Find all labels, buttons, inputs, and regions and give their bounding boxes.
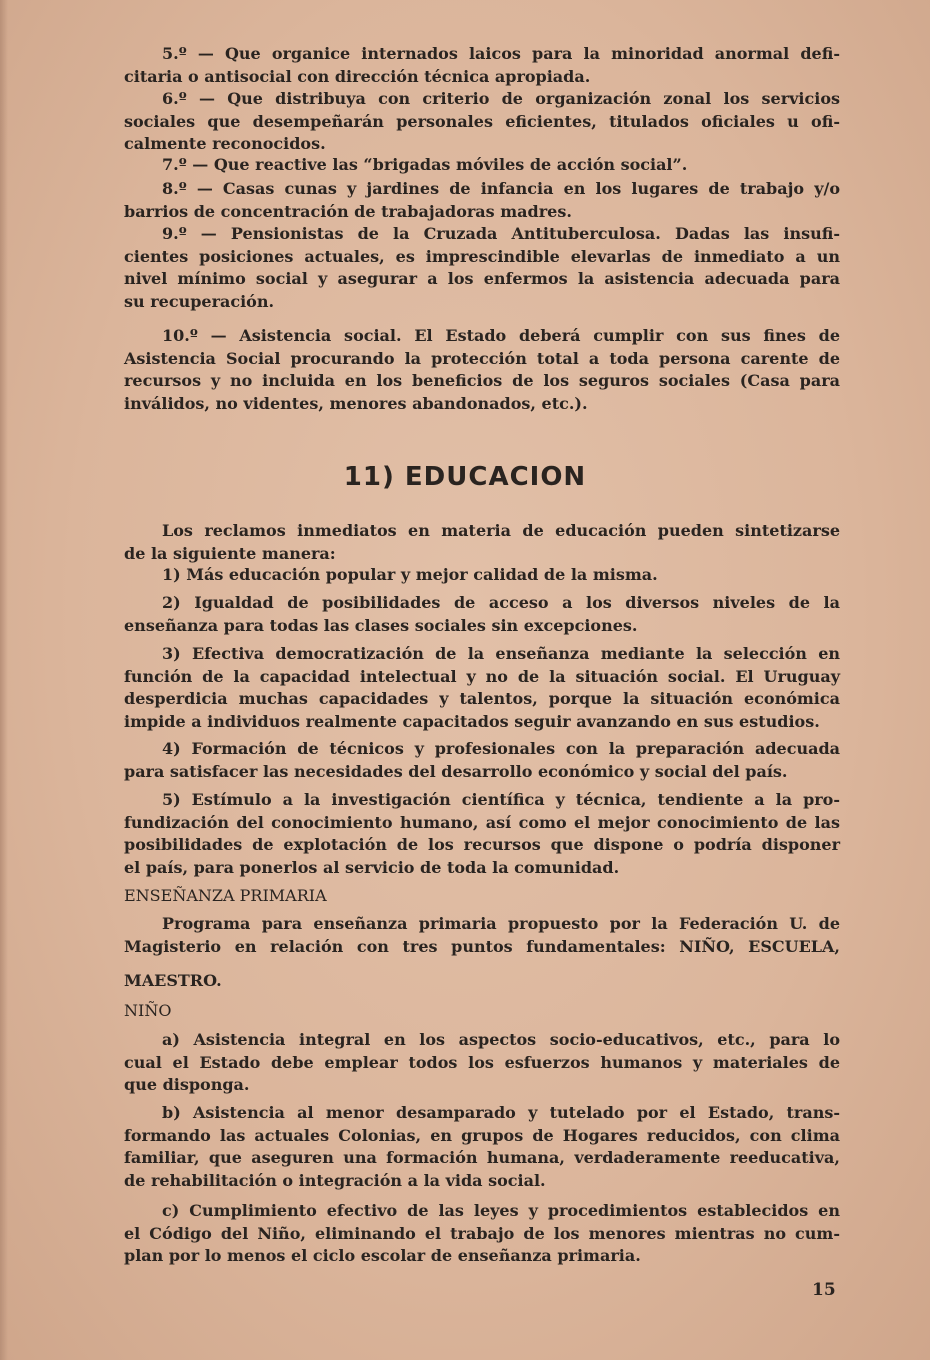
numbered-item-3	[124, 643, 840, 733]
numbered-item-5	[124, 789, 840, 879]
text-line: inválidos, no videntes, menores abandonados, etc.).	[124, 393, 588, 413]
text-line: cual el Estado debe emplear todos los esfuerzos humanos y materiales de	[124, 1052, 840, 1072]
numbered-item-1	[124, 564, 840, 587]
text-line: desperdicia muchas capacidades y talentos, porque la situación económica	[124, 689, 840, 708]
text-line: 4) Formación de técnicos y profesionales con la preparación adecuada	[162, 739, 840, 758]
subheading-nino	[124, 1000, 840, 1022]
text-line: nivel mínimo social y asegurar a los enfermos la asistencia adecuada para	[124, 269, 840, 288]
text-line: Los reclamos inmediatos en materia de educación pueden sintetizarse	[162, 521, 840, 540]
text-line: Programa para enseñanza primaria propuesto por la Federación U. de	[162, 914, 840, 933]
text-line: a) Asistencia integral en los aspectos socio-educativos, etc., para lo	[162, 1030, 840, 1049]
text-line: que disponga.	[124, 1075, 250, 1094]
numbered-item-4	[124, 738, 840, 783]
top-item-10	[124, 325, 840, 415]
text-line: enseñanza para todas las clases sociales sin excepciones.	[124, 615, 638, 635]
text-line: posibilidades de explotación de los recursos que dispone o podría disponer	[124, 835, 840, 854]
text-line: cientes posiciones actuales, es imprescindible elevarlas de inmediato a un	[124, 246, 840, 266]
section-heading: 11) EDUCACION	[343, 462, 587, 492]
text-line: fundización del conocimiento humano, así como el mejor conocimiento de las	[124, 812, 840, 832]
programa-paragraph	[124, 913, 840, 958]
top-item-6	[124, 88, 840, 156]
text-line: c) Cumplimiento efectivo de las leyes y procedimientos establecidos en	[162, 1201, 840, 1220]
text-line: 7.º — Que reactive las “brigadas móviles de acción social”.	[162, 155, 688, 174]
text-line: 6.º — Que distribuya con criterio de organización zonal los servicios	[162, 89, 840, 108]
page-edge	[0, 0, 8, 1360]
lettered-item-a	[124, 1029, 840, 1097]
text-line: de rehabilitación o integración a la vida social.	[124, 1170, 546, 1190]
subheading-primaria	[124, 885, 840, 907]
text-line: formando las actuales Colonias, en grupos de Hogares reducidos, con clima	[124, 1125, 840, 1145]
top-item-8	[124, 178, 840, 223]
subheading-text: ENSEÑANZA PRIMARIA	[124, 886, 327, 905]
text-line: el país, para ponerlos al servicio de toda la comunidad.	[124, 857, 620, 877]
text-line: plan por lo menos el ciclo escolar de enseñanza primaria.	[124, 1246, 641, 1265]
text-line: 1) Más educación popular y mejor calidad de la misma.	[162, 565, 658, 584]
text-line: familiar, que aseguren una formación humana, verdaderamente reeducativa,	[124, 1148, 840, 1167]
text-line: calmente reconocidos.	[124, 134, 326, 153]
text-line: recursos y no incluida en los beneficios de los seguros sociales (Casa para	[124, 371, 840, 390]
text-line: 5) Estímulo a la investigación científica y técnica, tendiente a la pro-	[162, 790, 840, 809]
lettered-item-b	[124, 1102, 840, 1192]
text-line: 3) Efectiva democratización de la enseñanza mediante la selección en	[162, 644, 840, 663]
text-line: función de la capacidad intelectual y no de la situación social. El Uruguay	[124, 666, 840, 686]
text-line: sociales que desempeñarán personales eficientes, titulados oficiales u ofi-	[124, 111, 840, 131]
text-line: el Código del Niño, eliminando el trabajo de los menores mientras no cum-	[124, 1223, 840, 1243]
text-line: 5.º — Que organice internados laicos para la minoridad anormal defi-	[162, 44, 840, 63]
text-line: Magisterio en relación con tres puntos fundamentales: NIÑO, ESCUELA,	[124, 936, 840, 956]
text-line: barrios de concentración de trabajadoras madres.	[124, 201, 572, 221]
text-line: b) Asistencia al menor desamparado y tutelado por el Estado, trans-	[162, 1103, 840, 1122]
top-item-9	[124, 223, 840, 313]
numbered-item-2	[124, 592, 840, 637]
text-line: MAESTRO.	[124, 971, 222, 990]
text-line: citaria o antisocial con dirección técnica apropiada.	[124, 66, 591, 86]
text-line: 9.º — Pensionistas de la Cruzada Antituberculosa. Dadas las insufi-	[162, 224, 840, 243]
text-line: para satisfacer las necesidades del desarrollo económico y social del país.	[124, 761, 788, 781]
text-line: su recuperación.	[124, 291, 275, 311]
top-item-5	[124, 43, 840, 88]
programa-last-line	[124, 970, 840, 992]
text-line: 8.º — Casas cunas y jardines de infancia en los lugares de trabajo y/o	[162, 179, 840, 198]
text-line: Asistencia Social procurando la protección total a toda persona carente de	[124, 348, 840, 368]
text-line: 10.º — Asistencia social. El Estado deberá cumplir con sus fines de	[162, 326, 840, 345]
subheading-text: NIÑO	[124, 1001, 172, 1020]
intro-paragraph	[124, 520, 840, 565]
lettered-item-c	[124, 1200, 840, 1268]
text-line: impide a individuos realmente capacitados seguir avanzando en sus estudios.	[124, 711, 820, 731]
text-line: 2) Igualdad de posibilidades de acceso a los diversos niveles de la	[162, 593, 840, 612]
page-number: 15	[812, 1280, 836, 1300]
text-line: de la siguiente manera:	[124, 543, 336, 563]
top-item-7	[124, 154, 840, 177]
